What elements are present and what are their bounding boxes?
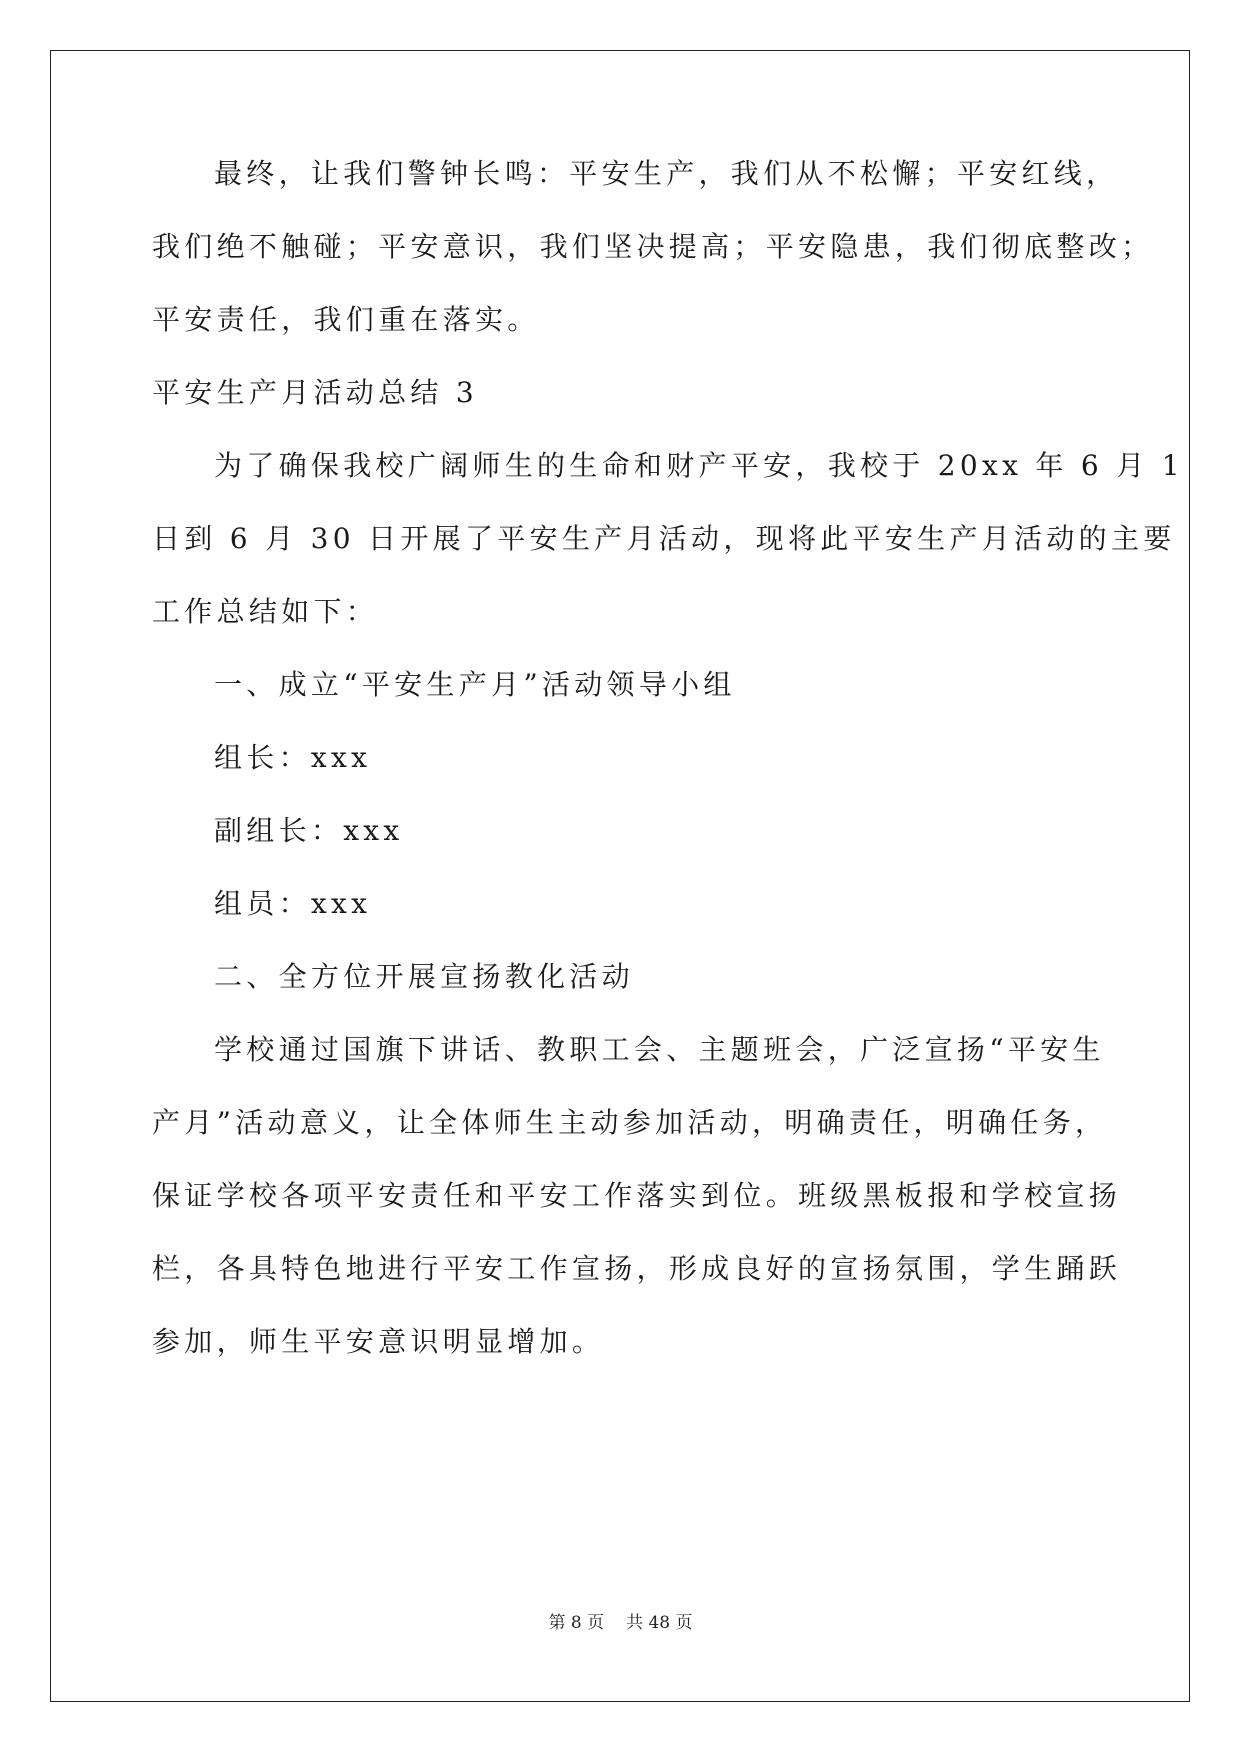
page-footer (0, 1612, 1241, 1634)
subsection-heading: 一、成立“平安生产月”活动领导小组 (214, 668, 736, 701)
paragraph-line: 最终，让我们警钟长鸣：平安生产，我们从不松懈；平安红线， (214, 157, 1119, 190)
paragraph-line: 工作总结如下： (152, 595, 379, 628)
paragraph-line: 为了确保我校广阔师生的生命和财产平安，我校于 20xx 年 6 月 1 (214, 449, 1184, 482)
paragraph-line: 栏，各具特色地进行平安工作宣扬，形成良好的宣扬氛围，学生踊跃 (152, 1252, 1122, 1285)
list-item: 副组长：xxx (214, 814, 404, 847)
page-number-total: 共 48 页 (626, 1613, 693, 1633)
list-item: 组长：xxx (214, 741, 372, 774)
page-number-current: 第 8 页 (548, 1613, 605, 1633)
paragraph-line: 参加，师生平安意识明显增加。 (152, 1325, 605, 1358)
subsection-heading: 二、全方位开展宣扬教化活动 (214, 960, 634, 993)
paragraph-line: 平安责任，我们重在落实。 (152, 303, 540, 336)
list-item: 组员：xxx (214, 887, 372, 920)
paragraph-line: 学校通过国旗下讲话、教职工会、主题班会，广泛宣扬“平安生 (214, 1033, 1105, 1066)
page-border (50, 50, 1190, 1702)
section-heading: 平安生产月活动总结 3 (152, 376, 479, 409)
paragraph-line: 产月”活动意义，让全体师生主动参加活动，明确责任，明确任务， (152, 1106, 1108, 1139)
paragraph-line: 保证学校各项平安责任和平安工作落实到位。班级黑板报和学校宣扬 (152, 1179, 1122, 1212)
paragraph-line: 日到 6 月 30 日开展了平安生产月活动，现将此平安生产月活动的主要 (152, 522, 1176, 555)
paragraph-line: 我们绝不触碰；平安意识，我们坚决提高；平安隐患，我们彻底整改； (152, 230, 1154, 263)
